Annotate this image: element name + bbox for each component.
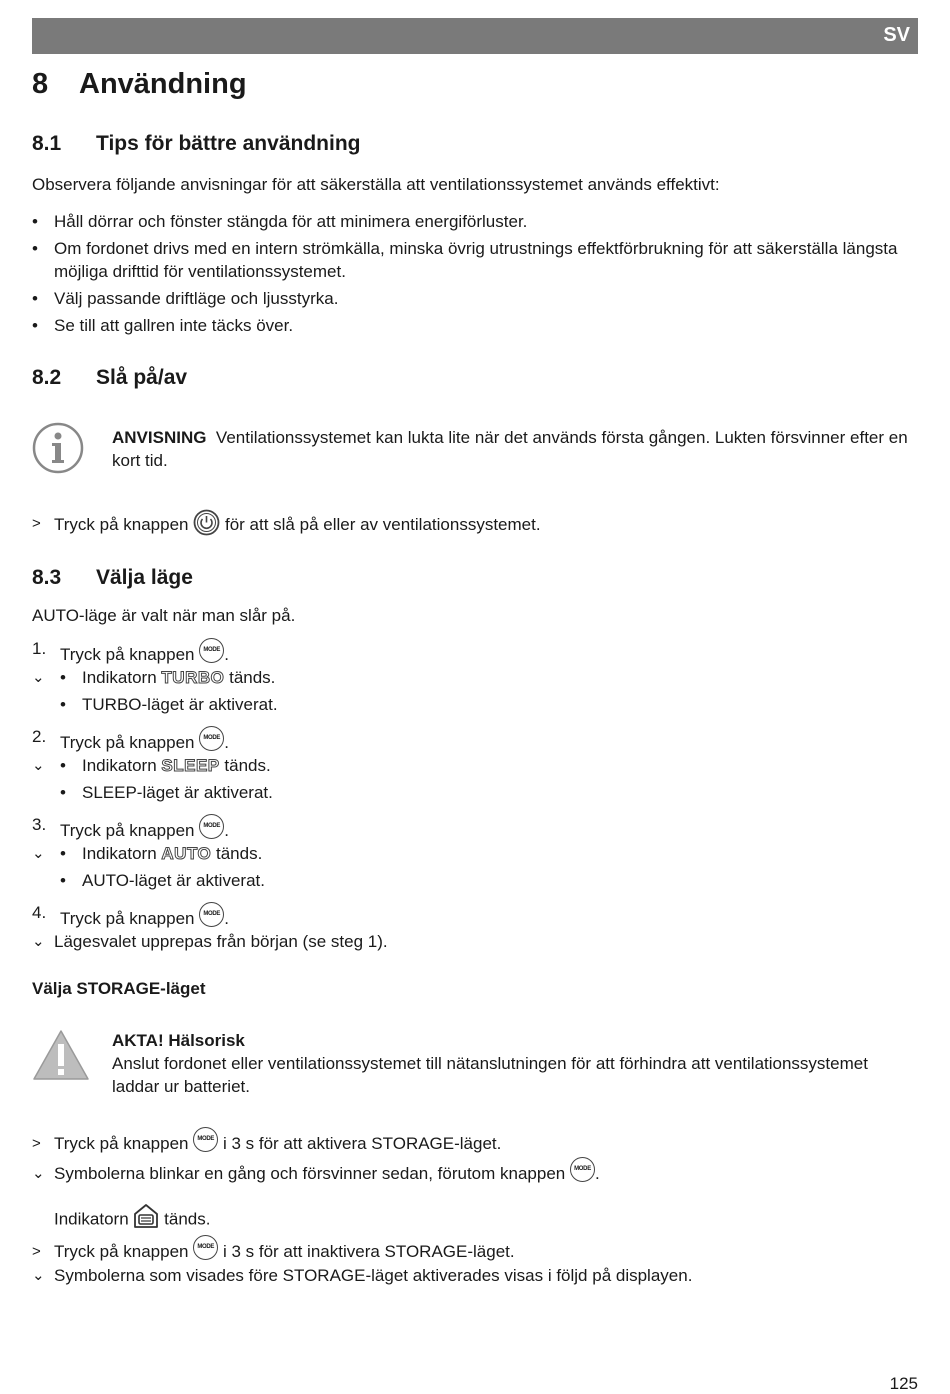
mode-active-text: TURBO-läget är aktiverat. bbox=[82, 695, 278, 714]
indicator-text: Indikatorn bbox=[82, 668, 157, 687]
result-arrow-icon: ⌄ bbox=[32, 933, 45, 950]
storage-heading: Välja STORAGE-läget bbox=[32, 979, 206, 998]
step-text: Tryck på knappen bbox=[60, 645, 195, 664]
step-number: 4. bbox=[32, 903, 47, 922]
indicator-line bbox=[60, 666, 275, 689]
storage-step-2 bbox=[32, 1240, 515, 1265]
section-8-3-heading bbox=[32, 566, 193, 590]
warning-text: Anslut fordonet eller ventilationssystemet till nätanslutningen för att förhindra att ventilationssystemet laddar ur batteriet. bbox=[112, 1054, 868, 1096]
result-arrow-icon: ⌄ bbox=[32, 757, 45, 774]
page-number: 125 bbox=[889, 1374, 918, 1393]
section-title: Tips för bättre användning bbox=[96, 132, 361, 155]
section-8-2-heading bbox=[32, 366, 187, 390]
warning-title: AKTA! Hälsorisk bbox=[112, 1031, 245, 1050]
step-number: 1. bbox=[32, 639, 47, 658]
indicator-text: Indikatorn bbox=[54, 1209, 129, 1229]
chapter-title: Användning bbox=[79, 68, 247, 100]
indicator-text: tänds. bbox=[229, 668, 276, 687]
section-8-3-intro: AUTO-läge är valt när man slår på. bbox=[32, 606, 296, 625]
header-bar bbox=[32, 18, 918, 54]
step-number: 3. bbox=[32, 815, 47, 834]
chapter-number: 8 bbox=[32, 68, 49, 100]
indicator-text: tänds. bbox=[216, 844, 263, 863]
chapter-heading bbox=[32, 68, 247, 101]
section-title: Slå på/av bbox=[96, 366, 188, 389]
indicator-line bbox=[60, 842, 262, 865]
step-text: Tryck på knappen bbox=[60, 821, 195, 840]
mode-button-icon: MODE bbox=[570, 1157, 595, 1182]
step-arrow-icon: > bbox=[32, 515, 41, 532]
section-8-1-intro: Observera följande anvisningar för att säkerställa att ventilationssystemet används effektivt: bbox=[32, 175, 720, 194]
indicator-text: tänds. bbox=[164, 1209, 211, 1229]
mode-active-text: AUTO-läget är aktiverat. bbox=[82, 871, 265, 890]
mode-button-icon: MODE bbox=[199, 638, 224, 663]
indicator-text: Indikatorn bbox=[82, 844, 157, 863]
step-text: Tryck på knappen bbox=[60, 909, 195, 928]
result-arrow-icon: ⌄ bbox=[32, 669, 45, 686]
mode-button-icon: MODE bbox=[199, 726, 224, 751]
power-step bbox=[32, 512, 541, 539]
step-text: Tryck på knappen bbox=[60, 733, 195, 752]
result-text: Symbolerna som visades före STORAGE-läget aktiverades visas i följd på displayen. bbox=[54, 1266, 693, 1285]
list-item: • Välj passande driftläge och ljusstyrka. bbox=[32, 287, 902, 310]
section-number: 8.3 bbox=[32, 566, 62, 589]
mode-step-2: 2. Tryck på knappen MODE . bbox=[32, 727, 229, 752]
storage-result-1 bbox=[32, 1162, 600, 1187]
mode-button-icon: MODE bbox=[193, 1235, 218, 1260]
mode-step-4-result bbox=[32, 930, 388, 953]
indicator-text: Indikatorn bbox=[82, 756, 157, 775]
result-arrow-icon: ⌄ bbox=[32, 845, 45, 862]
mode-button-icon: MODE bbox=[199, 814, 224, 839]
mode-step-1: 1. Tryck på knappen MODE . bbox=[32, 639, 229, 664]
turbo-indicator-icon: TURBO bbox=[161, 668, 225, 687]
tips-list bbox=[32, 210, 902, 341]
storage-indicator-line bbox=[54, 1207, 210, 1233]
section-title: Välja läge bbox=[96, 566, 193, 589]
note-text: Ventilationssystemet kan lukta lite när det används första gången. Lukten försvinner efter en kort tid. bbox=[112, 428, 908, 470]
note-box bbox=[112, 426, 912, 472]
step-text: för att slå på eller av ventilationssystemet. bbox=[224, 514, 541, 534]
mode-active-line bbox=[60, 869, 265, 892]
section-8-1-heading bbox=[32, 132, 360, 156]
mode-step-4: 4. Tryck på knappen MODE . bbox=[32, 903, 229, 928]
power-icon bbox=[193, 509, 220, 536]
mode-step-3: 3. Tryck på knappen MODE . bbox=[32, 815, 229, 840]
indicator-line bbox=[60, 754, 271, 777]
result-arrow-icon: ⌄ bbox=[32, 1267, 45, 1284]
step-arrow-icon: > bbox=[32, 1243, 41, 1260]
mode-button-icon: MODE bbox=[199, 902, 224, 927]
mode-button-icon: MODE bbox=[193, 1127, 218, 1152]
step-text: i 3 s för att inaktivera STORAGE-läget. bbox=[222, 1242, 515, 1261]
indicator-text: tänds. bbox=[224, 756, 271, 775]
result-text: . bbox=[595, 1164, 600, 1183]
result-arrow-icon: ⌄ bbox=[32, 1165, 45, 1182]
step-text: i 3 s för att aktivera STORAGE-läget. bbox=[222, 1134, 502, 1153]
warning-box bbox=[112, 1029, 902, 1098]
language-code: SV bbox=[883, 24, 910, 46]
result-text: Lägesvalet upprepas från början (se steg 1). bbox=[54, 932, 388, 951]
mode-active-text: SLEEP-läget är aktiverat. bbox=[82, 783, 273, 802]
section-number: 8.1 bbox=[32, 132, 62, 155]
warning-icon bbox=[32, 1028, 90, 1082]
result-text: Symbolerna blinkar en gång och försvinner sedan, förutom knappen bbox=[54, 1164, 566, 1183]
info-icon bbox=[32, 422, 84, 474]
step-text: Tryck på knappen bbox=[54, 1242, 189, 1261]
storage-indicator-icon bbox=[133, 1203, 159, 1229]
sleep-indicator-icon: SLEEP bbox=[161, 756, 220, 775]
list-item: • Se till att gallren inte täcks över. bbox=[32, 314, 902, 337]
section-number: 8.2 bbox=[32, 366, 62, 389]
list-item: • Om fordonet drivs med en intern strömkälla, minska övrig utrustnings effektförbrukning för att säkerställa längsta möjliga drifttid för ventilationssystemet. bbox=[32, 237, 902, 283]
storage-result-2 bbox=[32, 1264, 692, 1287]
step-text: Tryck på knappen bbox=[54, 514, 189, 534]
auto-indicator-icon: AUTO bbox=[161, 844, 212, 863]
mode-active-line bbox=[60, 781, 273, 804]
list-item: • Håll dörrar och fönster stängda för att minimera energiförluster. bbox=[32, 210, 902, 233]
step-arrow-icon: > bbox=[32, 1135, 41, 1152]
note-label: ANVISNING bbox=[112, 428, 207, 447]
mode-active-line bbox=[60, 693, 278, 716]
step-number: 2. bbox=[32, 727, 47, 746]
step-text: Tryck på knappen bbox=[54, 1134, 189, 1153]
storage-step-1 bbox=[32, 1132, 501, 1157]
